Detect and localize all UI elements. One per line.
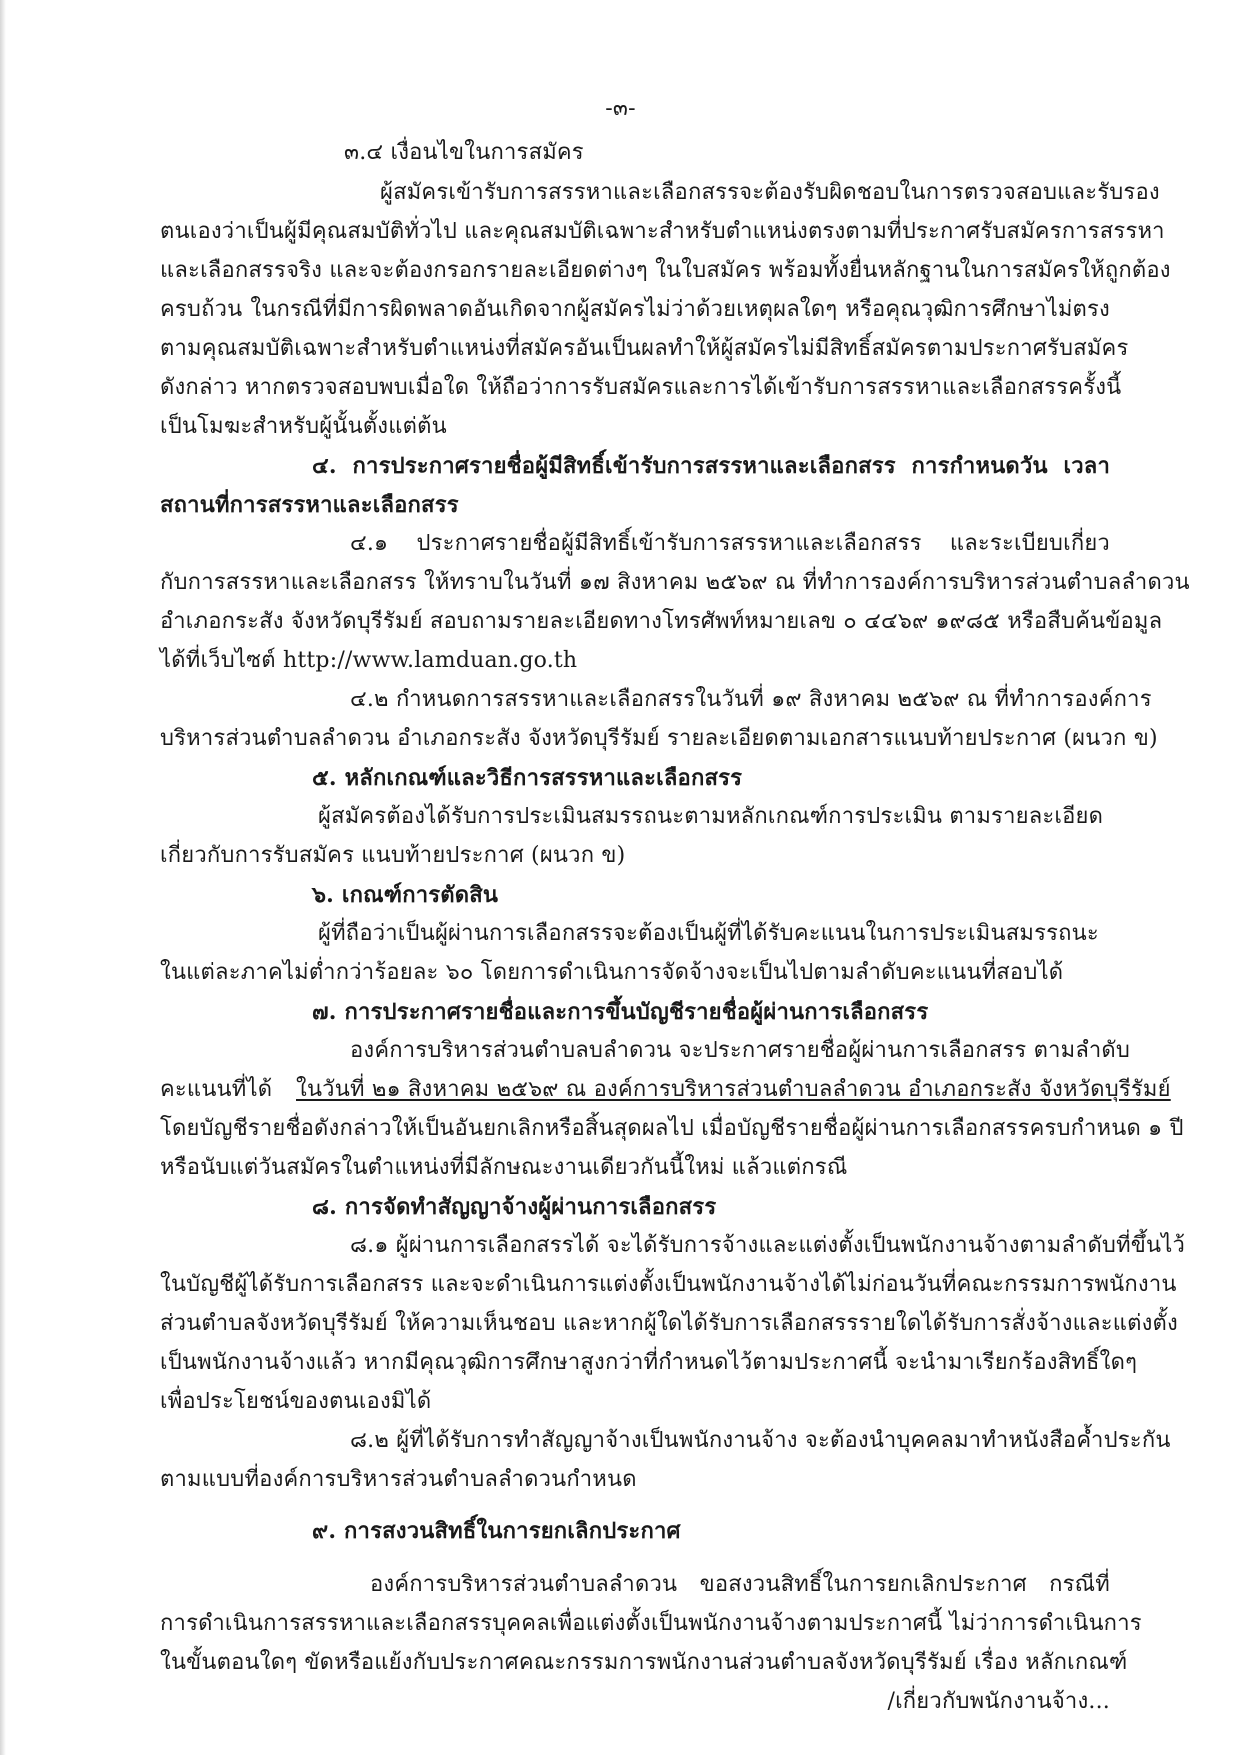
section-heading-5: ๕. หลักเกณฑ์และวิธีการสรรหาและเลือกสรร: [312, 765, 743, 791]
paragraph-line: เป็นพนักงานจ้างแล้ว หากมีคุณวุฒิการศึกษาสูงกว่าที่กำหนดไว้ตามประกาศนี้ จะนำมาเรียกร้องสิทธิ์ใดๆ: [160, 1350, 1138, 1375]
paragraph-line: ผู้ที่ถือว่าเป็นผู้ผ่านการเลือกสรรจะต้องเป็นผู้ที่ได้รับคะแนนในการประเมินสมรรถนะ: [318, 921, 1099, 946]
paragraph-line: ดังกล่าว หากตรวจสอบพบเมื่อใด ให้ถือว่าการรับสมัครและการได้เข้ารับการสรรหาและเลือกสรรครั้งนี้: [160, 375, 1122, 400]
paragraph-line: การดำเนินการสรรหาและเลือกสรรบุคคลเพื่อแต่งตั้งเป็นพนักงานจ้างตามประกาศนี้ ไม่ว่าการดำเนินการ: [160, 1611, 1142, 1636]
section-heading-3-4: ๓.๔ เงื่อนไขในการสมัคร: [344, 140, 584, 165]
page-number: -๓-: [605, 96, 636, 121]
paragraph-line: องค์การบริหารส่วนตำบลบลำดวน จะประกาศรายชื่อผู้ผ่านการเลือกสรร ตามลำดับ: [350, 1038, 1131, 1063]
announcement-date-underlined: ในวันที่ ๒๑ สิงหาคม ๒๕๖๙ ณ องค์การบริหารส่วนตำบลลำดวน อำเภอกระสัง จังหวัดบุรีรัมย์: [296, 1077, 1171, 1102]
paragraph-line: ตนเองว่าเป็นผู้มีคุณสมบัติทั่วไป และคุณสมบัติเฉพาะสำหรับตำแหน่งตรงตามที่ประกาศรับสมัครการสรรหา: [160, 219, 1165, 244]
section-heading-4-cont: สถานที่การสรรหาและเลือกสรร: [160, 492, 459, 518]
paragraph-line: ผู้สมัครเข้ารับการสรรหาและเลือกสรรจะต้องรับผิดชอบในการตรวจสอบและรับรอง: [380, 180, 1160, 205]
paragraph-line: ครบถ้วน ในกรณีที่มีการผิดพลาดอันเกิดจากผู้สมัครไม่ว่าด้วยเหตุผลใดๆ หรือคุณวุฒิการศึกษาไม่ตรง: [160, 297, 1110, 322]
paragraph-line: ในขั้นตอนใดๆ ขัดหรือแย้งกับประกาศคณะกรรมการพนักงานส่วนตำบลจังหวัดบุรีรัมย์ เรื่อง หลักเกณฑ์: [160, 1650, 1128, 1675]
paragraph-line: ๔.๑ ประกาศรายชื่อผู้มีสิทธิ์เข้ารับการสรรหาและเลือกสรร และระเบียบเกี่ยว: [350, 531, 1110, 556]
paragraph-line: เป็นโมฆะสำหรับผู้นั้นตั้งแต่ต้น: [160, 414, 447, 439]
paragraph-line: เกี่ยวกับการรับสมัคร แนบท้ายประกาศ (ผนวก ข): [160, 843, 626, 868]
paragraph-line: โดยบัญชีรายชื่อดังกล่าวให้เป็นอันยกเลิกหรือสิ้นสุดผลไป เมื่อบัญชีรายชื่อผู้ผ่านการเลือกสรรครบกำหนด ๑ ปี: [160, 1116, 1184, 1141]
paragraph-line: ๘.๒ ผู้ที่ได้รับการทำสัญญาจ้างเป็นพนักงานจ้าง จะต้องนำบุคคลมาทำหนังสือค้ำประกัน: [350, 1428, 1171, 1453]
paragraph-line: ตามคุณสมบัติเฉพาะสำหรับตำแหน่งที่สมัครอันเป็นผลทำให้ผู้สมัครไม่มีสิทธิ์สมัครตามประกาศรับสมัคร: [160, 336, 1129, 361]
paragraph-line: หรือนับแต่วันสมัครในตำแหน่งที่มีลักษณะงานเดียวกันนี้ใหม่ แล้วแต่กรณี: [160, 1155, 848, 1180]
section-heading-6: ๖. เกณฑ์การตัดสิน: [312, 882, 499, 908]
paragraph-line: องค์การบริหารส่วนตำบลลำดวน ขอสงวนสิทธิ์ในการยกเลิกประกาศ กรณีที่: [370, 1572, 1110, 1597]
paragraph-line: ผู้สมัครต้องได้รับการประเมินสมรรถนะตามหลักเกณฑ์การประเมิน ตามรายละเอียด: [318, 804, 1104, 829]
section-heading-8: ๘. การจัดทำสัญญาจ้างผู้ผ่านการเลือกสรร: [312, 1194, 717, 1220]
paragraph-line: เพื่อประโยชน์ของตนเองมิได้: [160, 1389, 432, 1414]
paragraph-line: ในบัญชีผู้ได้รับการเลือกสรร และจะดำเนินการแต่งตั้งเป็นพนักงานจ้างได้ไม่ก่อนวันที่คณะกรรมการพนักงาน: [160, 1272, 1177, 1297]
paragraph-line: ๔.๒ กำหนดการสรรหาและเลือกสรรในวันที่ ๑๙ สิงหาคม ๒๕๖๙ ณ ที่ทำการองค์การ: [350, 687, 1152, 712]
section-heading-9: ๙. การสงวนสิทธิ์ในการยกเลิกประกาศ: [312, 1518, 681, 1544]
paragraph-line: และเลือกสรรจริง และจะต้องกรอกรายละเอียดต่างๆ ในใบสมัคร พร้อมทั้งยื่นหลักฐานในการสมัครให้ถูกต้อง: [160, 258, 1171, 283]
paragraph-line: ในแต่ละภาคไม่ต่ำกว่าร้อยละ ๖๐ โดยการดำเนินการจัดจ้างจะเป็นไปตามลำดับคะแนนที่สอบได้: [160, 960, 1064, 985]
paragraph-line-start: คะแนนที่ได้: [160, 1077, 273, 1102]
continuation-note: /เกี่ยวกับพนักงานจ้าง...: [887, 1689, 1110, 1714]
paragraph-line: ตามแบบที่องค์การบริหารส่วนตำบลลำดวนกำหนด: [160, 1467, 637, 1492]
paragraph-line: บริหารส่วนตำบลลำดวน อำเภอกระสัง จังหวัดบุรีรัมย์ รายละเอียดตามเอกสารแนบท้ายประกาศ (ผนวก ข): [160, 726, 1158, 751]
paragraph-line: ส่วนตำบลจังหวัดบุรีรัมย์ ให้ความเห็นชอบ และหากผู้ใดได้รับการเลือกสรรรายใดได้รับการสั่งจ้างและแต่งตั้ง: [160, 1311, 1178, 1336]
scan-edge: [0, 0, 6, 1755]
paragraph-line: อำเภอกระสัง จังหวัดบุรีรัมย์ สอบถามรายละเอียดทางโทรศัพท์หมายเลข ๐ ๔๔๖๙ ๑๙๘๕ หรือสืบค้นข้อมูล: [160, 609, 1163, 634]
section-heading-4: ๔. การประกาศรายชื่อผู้มีสิทธิ์เข้ารับการสรรหาและเลือกสรร การกำหนดวัน เวลา: [312, 453, 1110, 479]
paragraph-line: กับการสรรหาและเลือกสรร ให้ทราบในวันที่ ๑๗ สิงหาคม ๒๕๖๙ ณ ที่ทำการองค์การบริหารส่วนตำบลลำดวน: [160, 570, 1190, 595]
section-heading-7: ๗. การประกาศรายชื่อและการขึ้นบัญชีรายชื่อผู้ผ่านการเลือกสรร: [312, 999, 929, 1025]
paragraph-line: ๘.๑ ผู้ผ่านการเลือกสรรได้ จะได้รับการจ้างและแต่งตั้งเป็นพนักงานจ้างตามลำดับที่ขึ้นไว้: [350, 1233, 1186, 1258]
website-line: ได้ที่เว็บไซต์ http://www.lamduan.go.th: [160, 648, 578, 673]
